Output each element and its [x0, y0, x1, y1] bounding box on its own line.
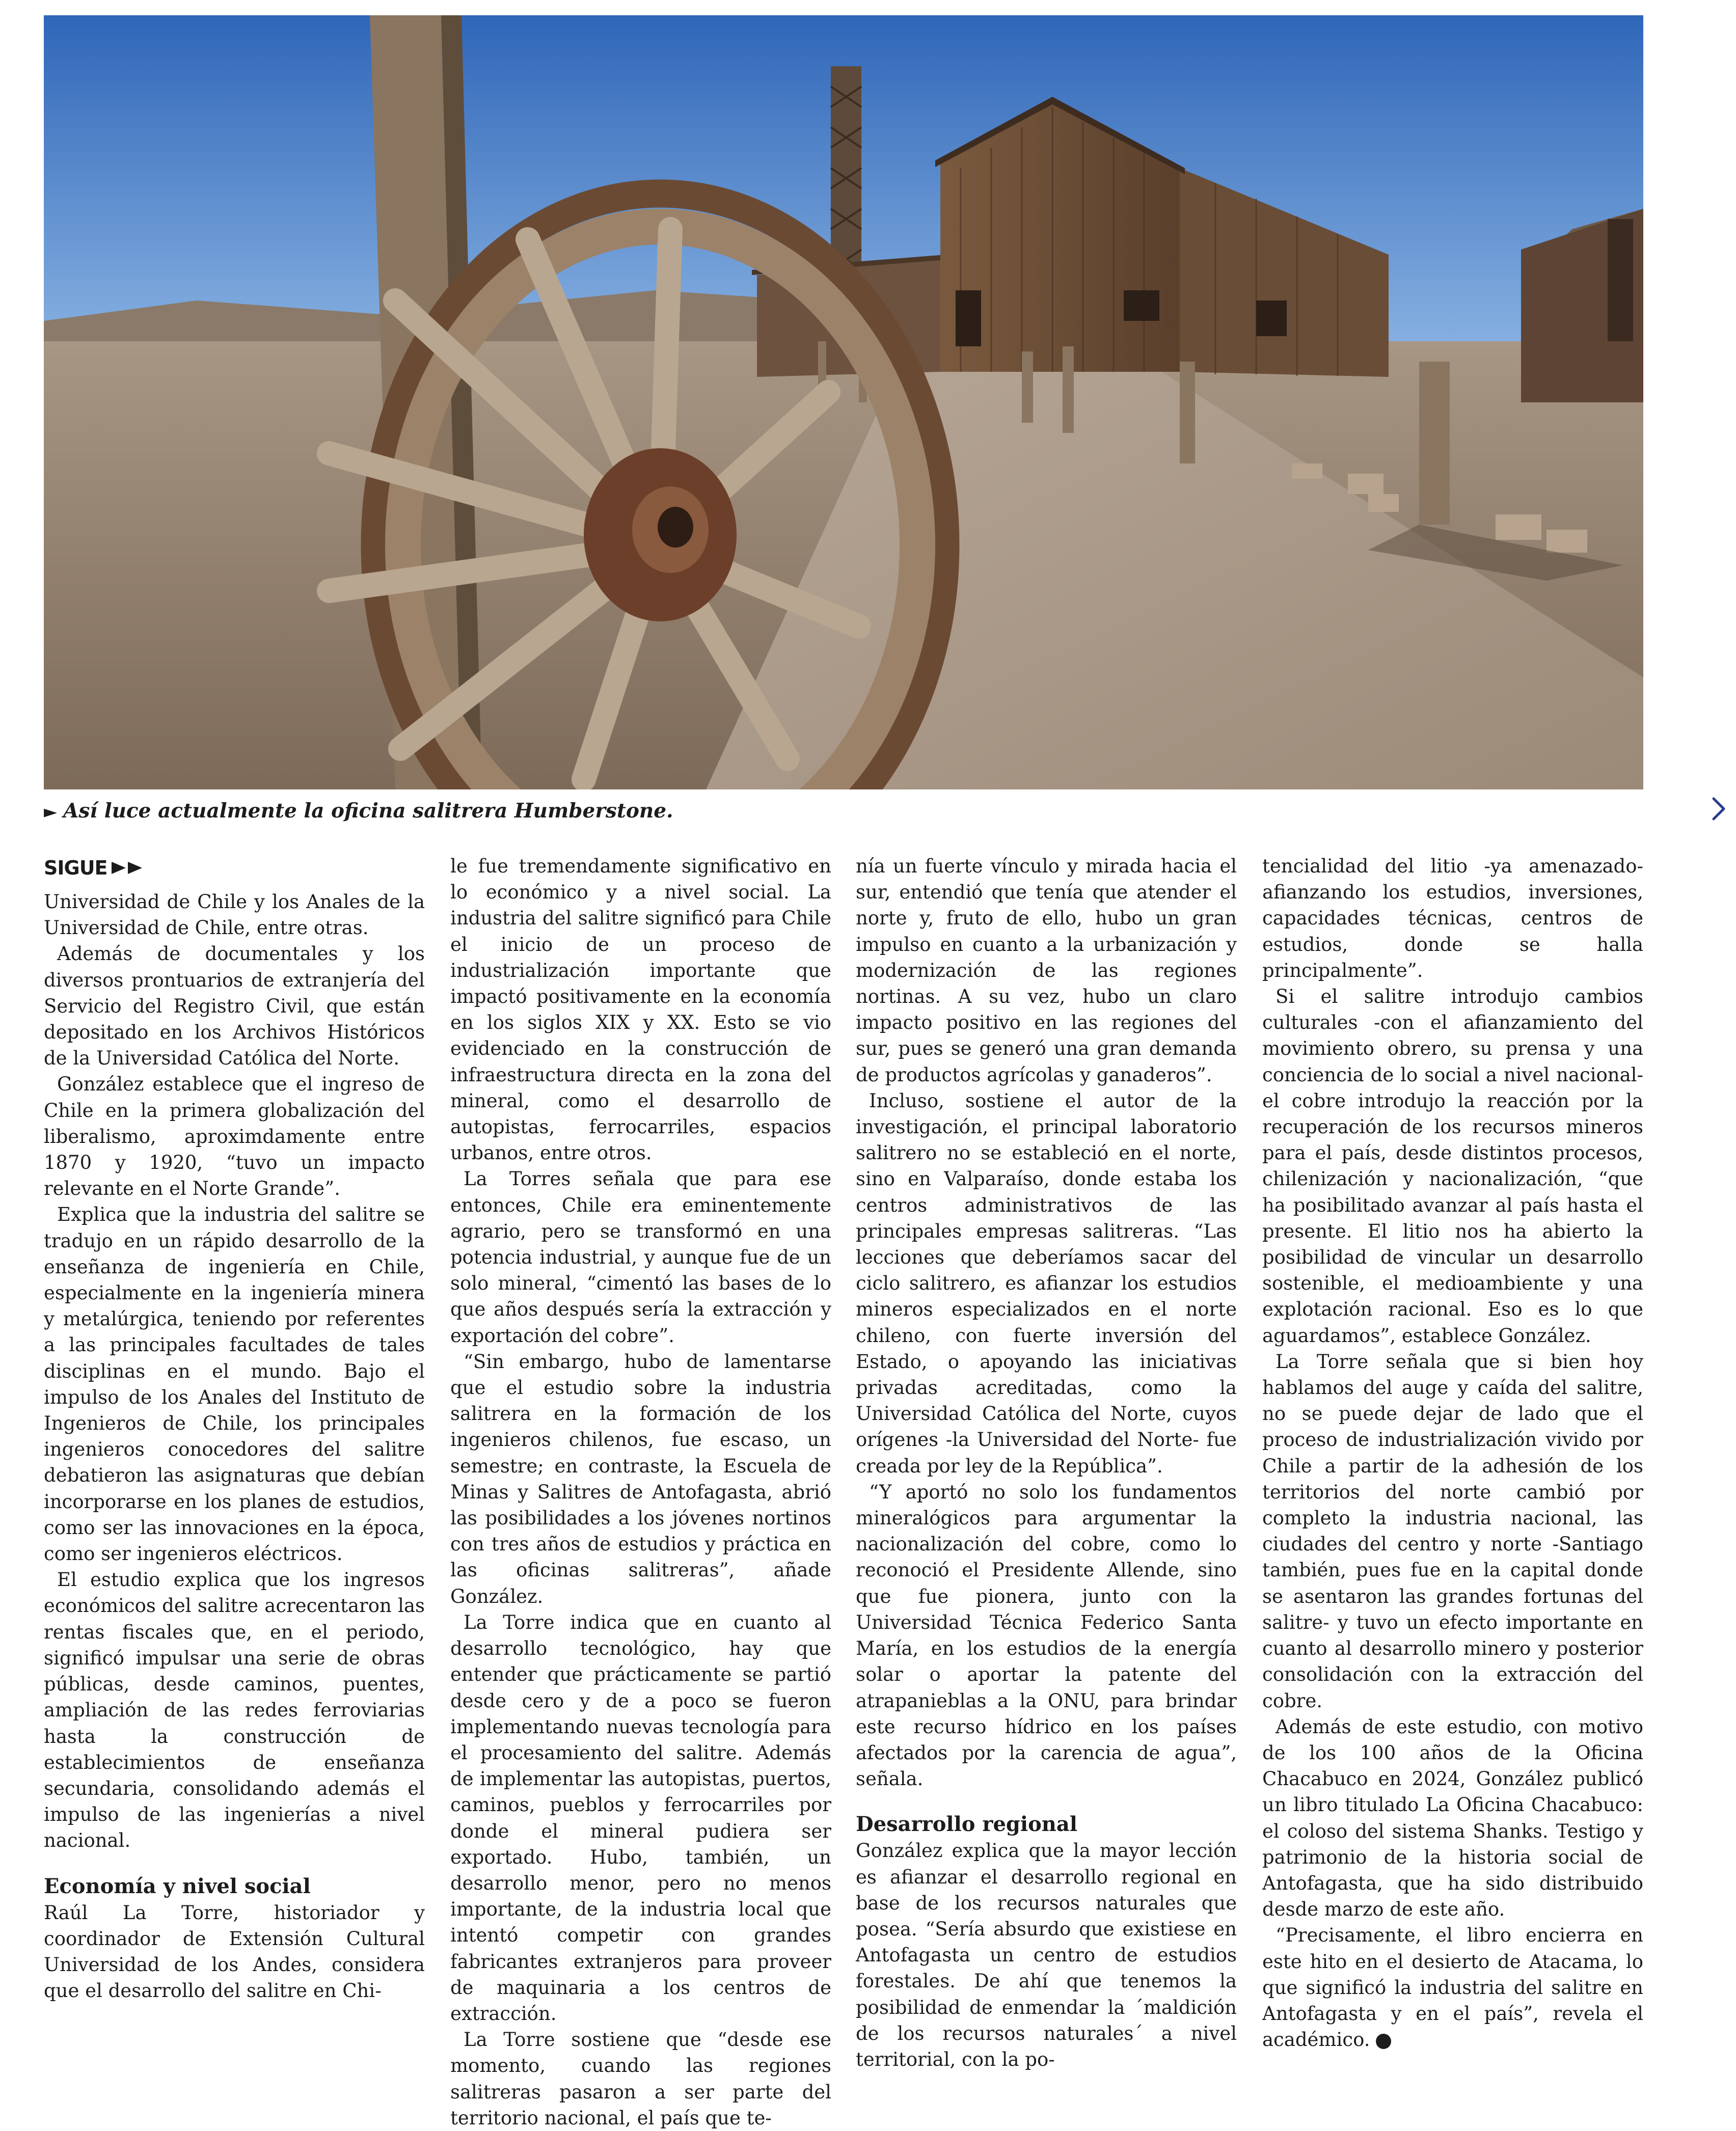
article-column-1 [44, 853, 425, 2004]
caption-marker-icon: ► [44, 802, 58, 822]
article-column-4 [1262, 853, 1643, 2053]
article-photo [44, 15, 1643, 789]
double-arrow-icon [112, 860, 145, 876]
article-column-3 [856, 853, 1237, 2072]
paragraph: nía un fuerte vínculo y mirada hacia el sur, entendió que tenía que atender el norte y, fruto de ello, hubo un gran impulso en cuanto a la urbanización y modernización de las regiones nortinas. A su vez, hubo un claro impacto positivo en las regiones del sur, pues se generó una gran demanda de productos agrícolas y ganaderos”. [856, 855, 1237, 1086]
photo-caption [44, 797, 673, 826]
paragraph-final-text: “Precisamente, el libro encierra en este hito en el desierto de Atacama, lo que significó la industria del salitre en Antofagasta y en el país”, revela el académico. [1262, 1924, 1643, 2051]
paragraph: “Y aportó no solo los fundamentos mineralógicos para argumentar la nacionalización del cobre, como lo reconoció el Presidente Allende, sino que fue pionera, junto con la Universidad Técnica Federico Santa María, en los estudios de la energía solar o aportar la patente del atrapanieblas a la ONU, para brindar este recurso hídrico en los países afectados por la carencia de agua”, señala. [856, 1481, 1237, 1790]
paragraph-final [1262, 1922, 1643, 2053]
paragraph: González establece que el ingreso de Chile en la primera globalización del liberalismo, aproximdamente entre 1870 y 1920, “tuvo un impacto relevante en el Norte Grande”. [44, 1073, 425, 1200]
paragraph: La Torre sostiene que “desde ese momento, cuando las regiones salitreras pasaron a ser parte del territorio nacional, el país que te- [450, 2029, 831, 2129]
paragraph: La Torre señala que si bien hoy hablamos del auge y caída del salitre, no se puede dejar de lado que el proceso de industrialización vivido por Chile a partir de la adhesión de los territorios del norte cambió por completo la industria nacional, las ciudades del centro y norte -Santiago también, pues fue en la capital donde se asentaron las grandes fortunas del salitre- y tuvo un efecto importante en cuanto al desarrollo minero y posterior consolidación con la extracción del cobre. [1262, 1350, 1643, 1712]
paragraph: tencialidad del litio -ya amenazado- afianzando los estudios, inversiones, capacidades técnicas, centros de estudios, donde se halla principalmente”. [1262, 855, 1643, 981]
next-page-button[interactable] [1702, 793, 1735, 825]
chevron-right-icon [1711, 796, 1726, 822]
paragraph: La Torres señala que para ese entonces, Chile era eminentemente agrario, pero se transformó en una potencia industrial, y aunque fue de un solo mineral, “cimentó las bases de lo que años después sería la extracción y exportación del cobre”. [450, 1168, 831, 1347]
paragraph: Incluso, sostiene el autor de la investigación, el principal laboratorio salitrero no se estableció en el norte, sino en Valparaíso, donde estaba los centros administrativos de las principales empresas salitreras. “Las lecciones que deberíamos sacar del ciclo salitrero, es afianzar los estudios mineros especializados en el norte chileno, con fuerte inversión del Estado, o apoyando las iniciativas privadas acreditadas, como la Universidad Católica del Norte, cuyos orígenes -la Universidad del Norte- fue creada por ley de la República”. [856, 1089, 1237, 1477]
section-heading: Economía y nivel social [44, 1874, 311, 1898]
section-heading: Desarrollo regional [856, 1812, 1077, 1837]
paragraph: Además de este estudio, con motivo de los 100 años de la Oficina Chacabuco en 2024, González publicó un libro titulado La Oficina Chacabuco: el coloso del sistema Shanks. Testigo y patrimonio de la historia social de Antofagasta, que ha sido distribuido desde marzo de este año. [1262, 1715, 1643, 1921]
paragraph: El estudio explica que los ingresos económicos del salitre acrecentaron las rentas fiscales que, en el periodo, significó impulsar una serie de obras públicas, desde caminos, puentes, ampliación de las redes ferroviarias hasta la construcción de establecimientos de enseñanza secundaria, consolidando además el impulso de las ingenierías a nivel nacional. [44, 1569, 425, 1852]
paragraph: La Torre indica que en cuanto al desarrollo tecnológico, hay que entender que prácticamente se partió desde cero y de a poco se fueron implementando nuevas tecnología para el procesamiento del salitre. Además de implementar las autopistas, puertos, caminos, pueblos y ferrocarriles por donde el mineral pudiera ser exportado. Hubo, también, un desarrollo menor, pero no menos importante, de la industria local que intentó competir con grandes fabricantes extranjeros para proveer de maquinaria a los centros de extracción. [450, 1611, 831, 2025]
paragraph: González explica que la mayor lección es afianzar el desarrollo regional en base de los recursos naturales que posea. “Sería absurdo que existiese en Antofagasta un centro de estudios forestales. De ahí que tenemos la posibilidad de enmendar la ´maldición de los recursos naturales´ a nivel territorial, con la po- [856, 1840, 1237, 2070]
end-mark-icon [1376, 2034, 1391, 2049]
sigue-label [44, 853, 425, 883]
paragraph: Universidad de Chile y los Anales de la Universidad de Chile, entre otras. [44, 891, 425, 939]
caption-text: Así luce actualmente la oficina salitrera Humberstone. [63, 799, 673, 823]
paragraph: “Sin embargo, hubo de lamentarse que el estudio sobre la industria salitrera en la formación de los ingenieros chilenos, fue escaso, un semestre; en contraste, la Escuela de Minas y Salitres de Antofagasta, abrió las posibilidades a los jóvenes nortinos con tres años de estudios y práctica en las oficinas salitreras”, añade González. [450, 1350, 831, 1607]
sigue-text: SIGUE [44, 857, 107, 879]
paragraph: Raúl La Torre, historiador y coordinador de Extensión Cultural Universidad de los Andes, considera que el desarrollo del salitre en Chi- [44, 1901, 425, 2002]
paragraph: Además de documentales y los diversos prontuarios de extranjería del Servicio del Registro Civil, que están depositado en los Archivos Históricos de la Universidad Católica del Norte. [44, 943, 425, 1070]
paragraph: le fue tremendamente significativo en lo económico y a nivel social. La industria del salitre significó para Chile el inicio de un proceso de industrialización importante que impactó positivamente en la economía en los siglos XIX y XX. Esto se vio evidenciado en la construcción de infraestructura directa en la zona del mineral, como el desarrollo de autopistas, ferrocarriles, espacios urbanos, entre otros. [450, 855, 831, 1164]
article-column-2 [450, 853, 831, 2131]
humberstone-photo [44, 15, 1643, 789]
paragraph: Explica que la industria del salitre se tradujo en un rápido desarrollo de la enseñanza de ingeniería en Chile, especialmente en la ingeniería minera y metalúrgica, teniendo por referentes a las principales facultades de tales disciplinas en el mundo. Bajo el impulso de los Anales del Instituto de Ingenieros de Chile, los principales ingenieros conocedores del salitre debatieron las asignaturas que debían incorporarse en los planes de estudios, como ser las innovaciones en la época, como ser ingenieros eléctricos. [44, 1204, 425, 1565]
paragraph: Si el salitre introdujo cambios culturales -con el afianzamiento del movimiento obrero, su prensa y una conciencia de lo social a nivel nacional- el cobre introdujo la reacción por la recuperación de los recursos mineros para el país, desde distintos procesos, chilenización y nacionalización, “que ha posibilitado avanzar al país hasta el presente. El litio nos ha abierto la posibilidad de vincular un desarrollo sostenible, el medioambiente y una explotación racional. Eso es lo que aguardamos”, establece González. [1262, 986, 1643, 1347]
